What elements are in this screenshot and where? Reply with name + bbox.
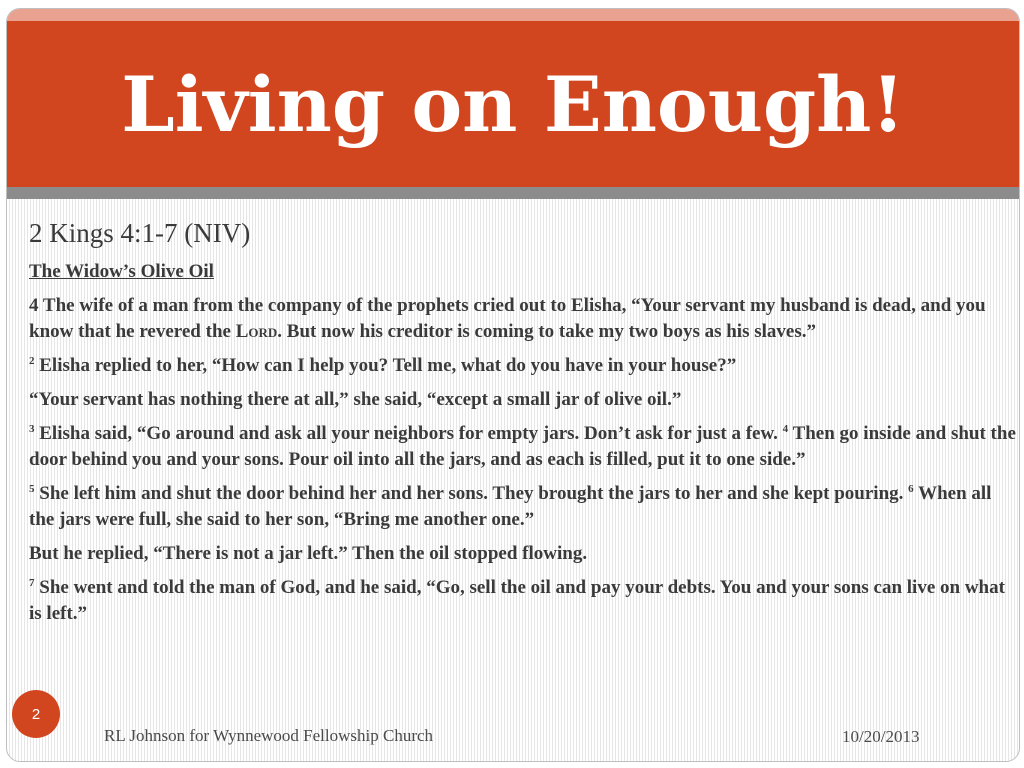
verse-text: Elisha replied to her, “How can I help you? Tell me, what do you have in your house?” xyxy=(34,355,737,376)
verse-number: 5 xyxy=(29,483,35,495)
verse-paragraph-4 xyxy=(29,421,1017,473)
verse-number: 3 xyxy=(29,423,35,435)
verse-text: . But now his creditor is coming to take my two boys as his slaves.” xyxy=(277,321,816,342)
slide-title: Living on Enough! xyxy=(121,59,905,149)
verse-number: 2 xyxy=(29,355,35,367)
verse-text: She went and told the man of God, and he said, “Go, sell the oil and pay your debts. You and your sons can live on what is left.” xyxy=(29,577,1005,624)
top-accent-band xyxy=(7,9,1019,21)
verse-paragraph-1 xyxy=(29,293,1017,345)
footer-date: 10/20/2013 xyxy=(842,727,920,746)
verse-text: The wife of a man from the company of the prophets cried out to Elisha, “Your servant my husband is dead, and you know that he revered the xyxy=(29,295,986,342)
verse-paragraph-6: But he replied, “There is not a jar left.” Then the oil stopped flowing. xyxy=(29,543,588,564)
slide xyxy=(6,8,1020,762)
title-divider-band xyxy=(7,187,1019,199)
verse-paragraph-7 xyxy=(29,575,1017,627)
verse-number: 6 xyxy=(908,483,914,495)
verse-number: 4 xyxy=(29,295,39,316)
verse-text: She left him and shut the door behind her and her sons. They brought the jars to her and she kept pouring. xyxy=(34,483,909,504)
footer-author: RL Johnson for Wynnewood Fellowship Church xyxy=(104,726,434,745)
verse-paragraph-5 xyxy=(29,481,1017,533)
page-number-badge: 2 xyxy=(12,690,60,738)
verse-number: 7 xyxy=(29,577,35,589)
verse-text: Then go inside and shut the door behind you and your sons. Pour oil into all the jars, and as each is filled, put it to one side.” xyxy=(29,423,1016,470)
lord-small-caps: Lord xyxy=(235,321,278,342)
scripture-reference: 2 Kings 4:1-7 (NIV) xyxy=(29,218,251,248)
verse-number: 4 xyxy=(782,423,789,435)
passage-heading: The Widow’s Olive Oil xyxy=(29,261,214,282)
slide-body xyxy=(29,217,1017,635)
verse-text: Elisha said, “Go around and ask all your neighbors for empty jars. Don’t ask for just a few. xyxy=(34,423,783,444)
title-bar xyxy=(7,21,1019,187)
verse-text: When all the jars were full, she said to her son, “Bring me another one.” xyxy=(29,483,992,530)
verse-paragraph-2 xyxy=(29,353,1017,379)
verse-paragraph-3: “Your servant has nothing there at all,” she said, “except a small jar of olive oil.” xyxy=(29,389,682,410)
